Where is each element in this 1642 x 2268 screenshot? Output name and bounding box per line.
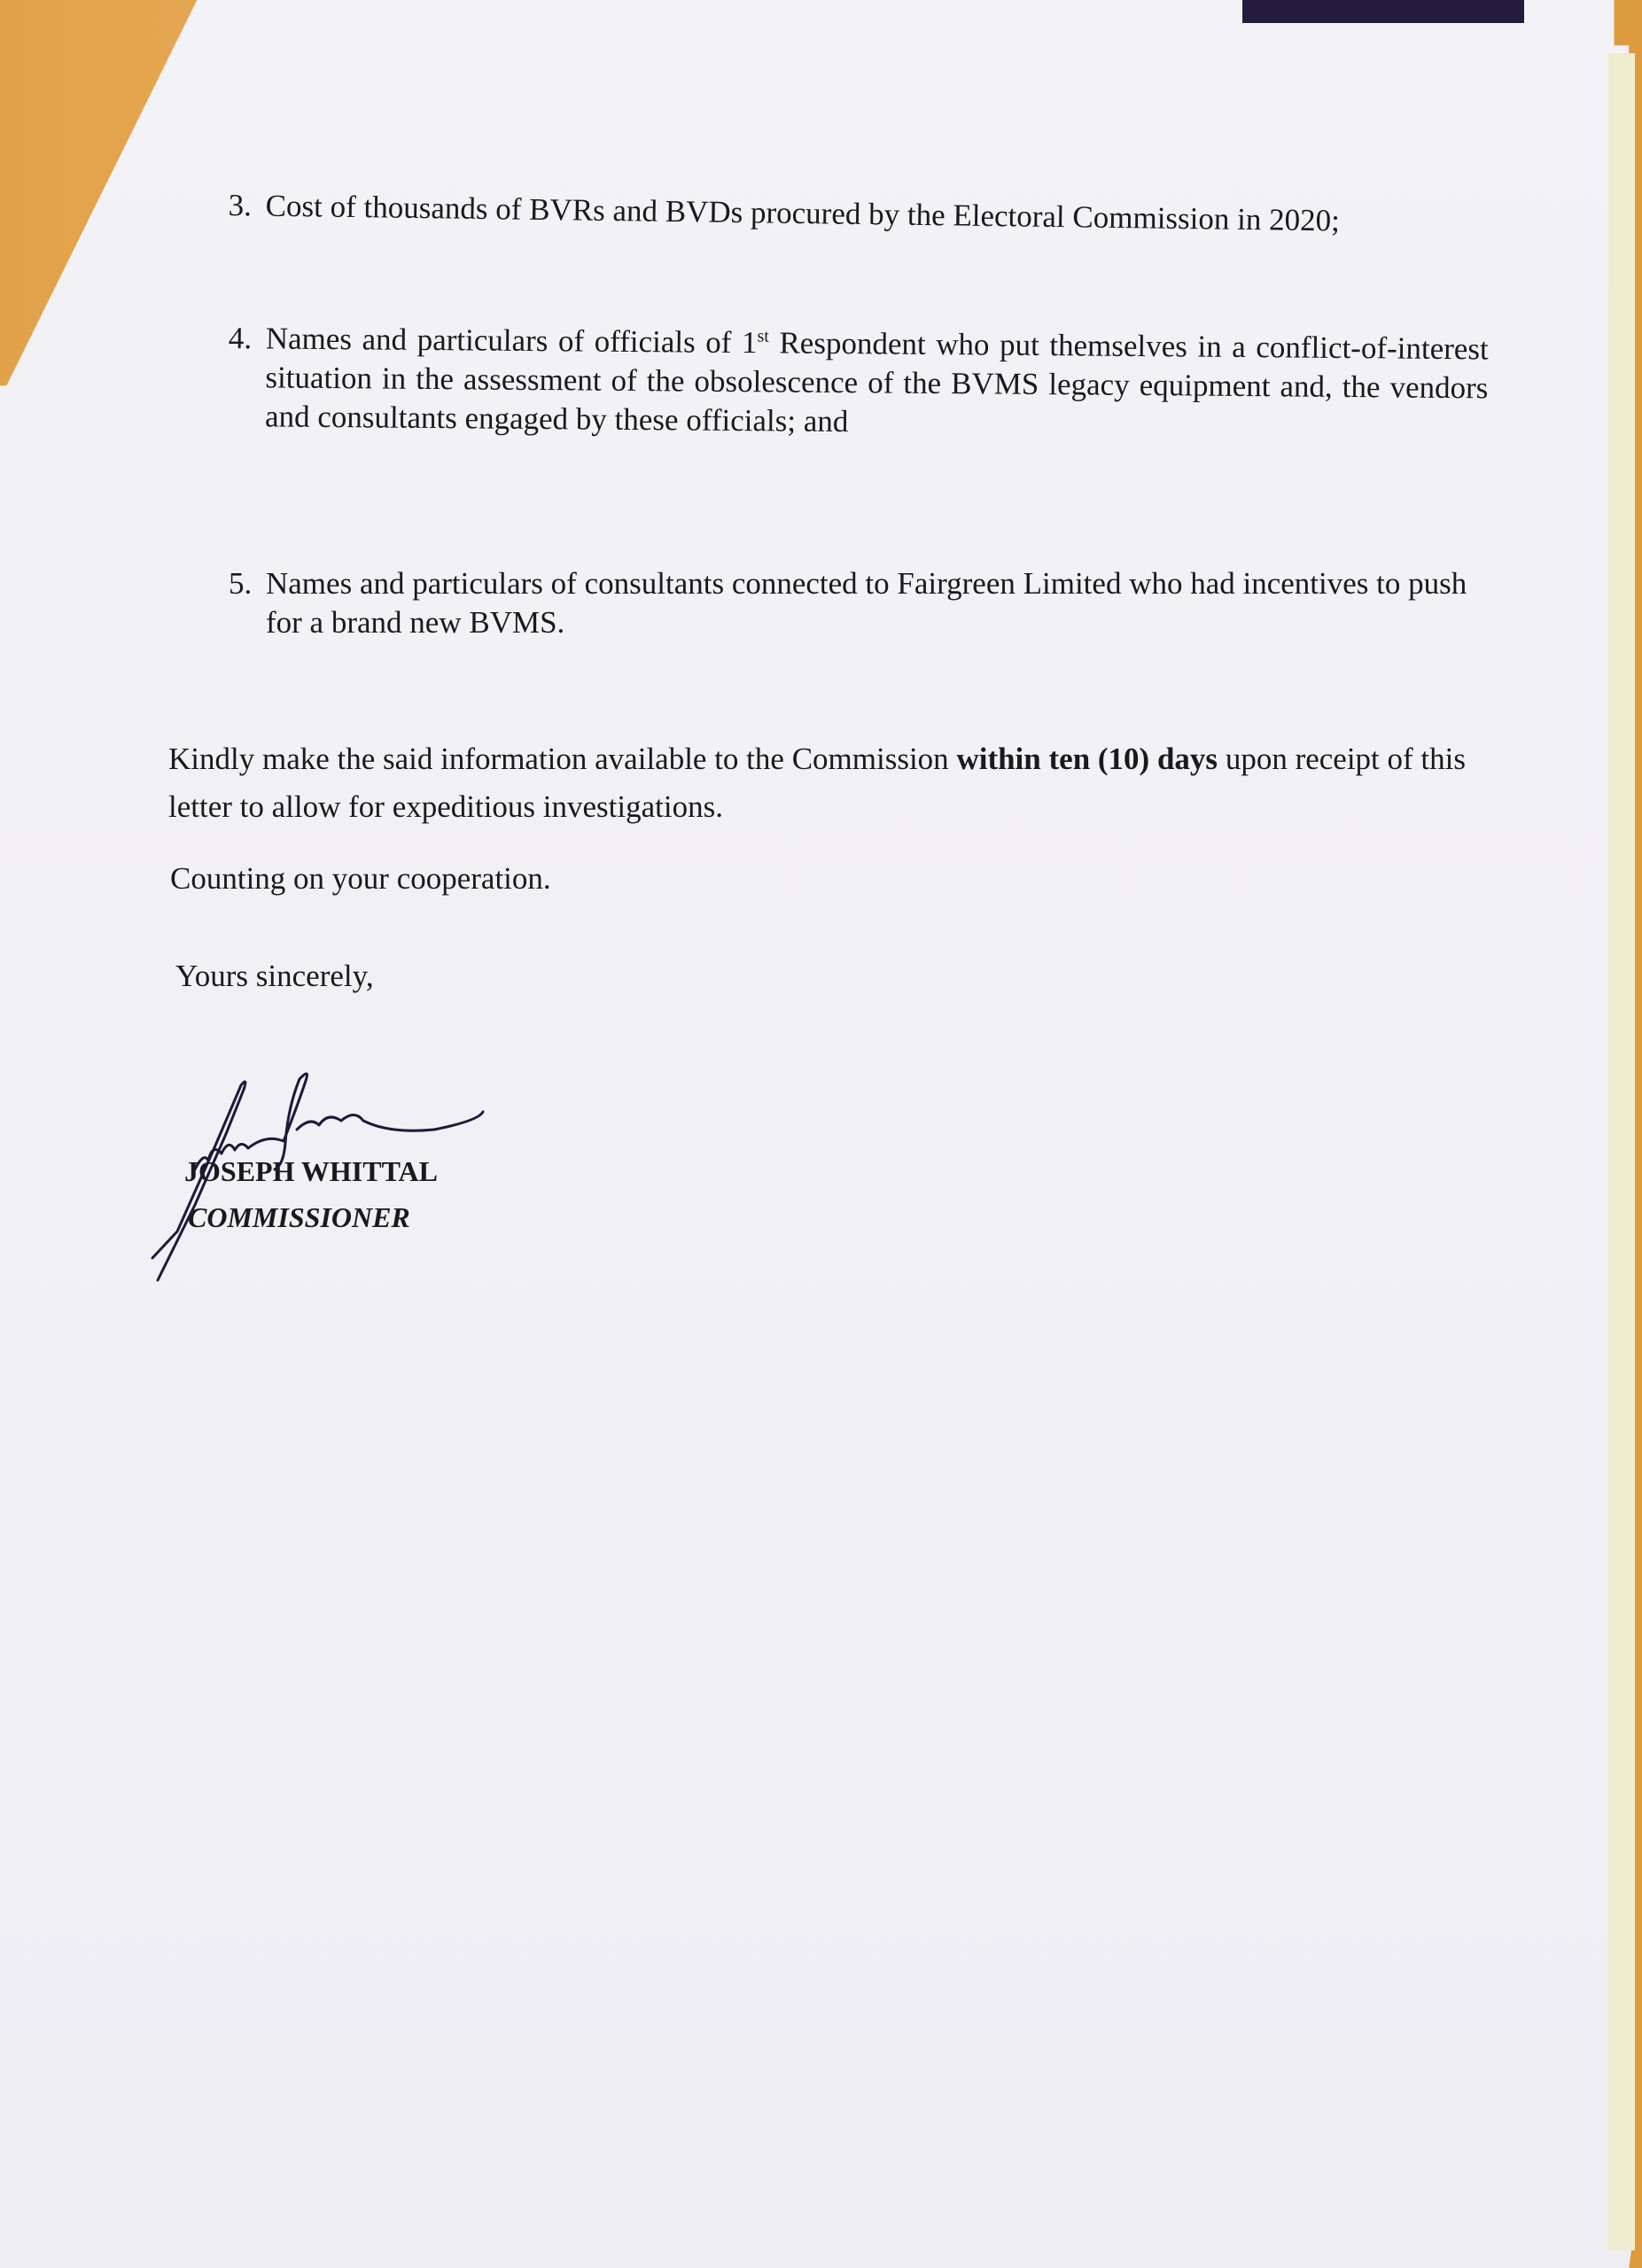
list-text: Names and particulars of consultants connected to Fairgreen Limited who had incentives to push for a brand new BVMS.	[266, 566, 1467, 640]
request-text: upon receipt of this letter to allow for expeditious investigations.	[168, 742, 1466, 824]
list-text-part: Names and particulars of officials of 1	[265, 321, 758, 361]
list-text	[265, 319, 1489, 447]
list-text-part: Respondent who put themselves in a conflict-of-interest situation in the assessment of the obsolescence of the BVMS legacy equipment and, the vendors and consultants engaged by these officials; and	[264, 325, 1489, 439]
request-text: Kindly make the said information available to the Commission	[168, 742, 957, 776]
ordinal-suffix: st	[757, 326, 770, 346]
list-text: Cost of thousands of BVRs and BVDs procured by the Electoral Commission in 2020;	[265, 188, 1341, 238]
folder-tab	[1242, 0, 1524, 23]
closing-salutation: Yours sincerely,	[175, 959, 374, 993]
paper-edge	[1608, 53, 1635, 2250]
signatory-name: JOSEPH WHITTAL	[184, 1155, 438, 1187]
request-paragraph	[168, 735, 1480, 831]
list-number: 4.	[228, 320, 253, 356]
signatory-title: COMMISSIONER	[188, 1201, 410, 1233]
list-number: 5.	[229, 566, 253, 601]
deadline-text: within ten (10) days	[956, 742, 1218, 776]
handwritten-signature	[142, 1054, 638, 1285]
list-number: 3.	[228, 187, 253, 223]
cooperation-line: Counting on your cooperation.	[170, 861, 551, 896]
